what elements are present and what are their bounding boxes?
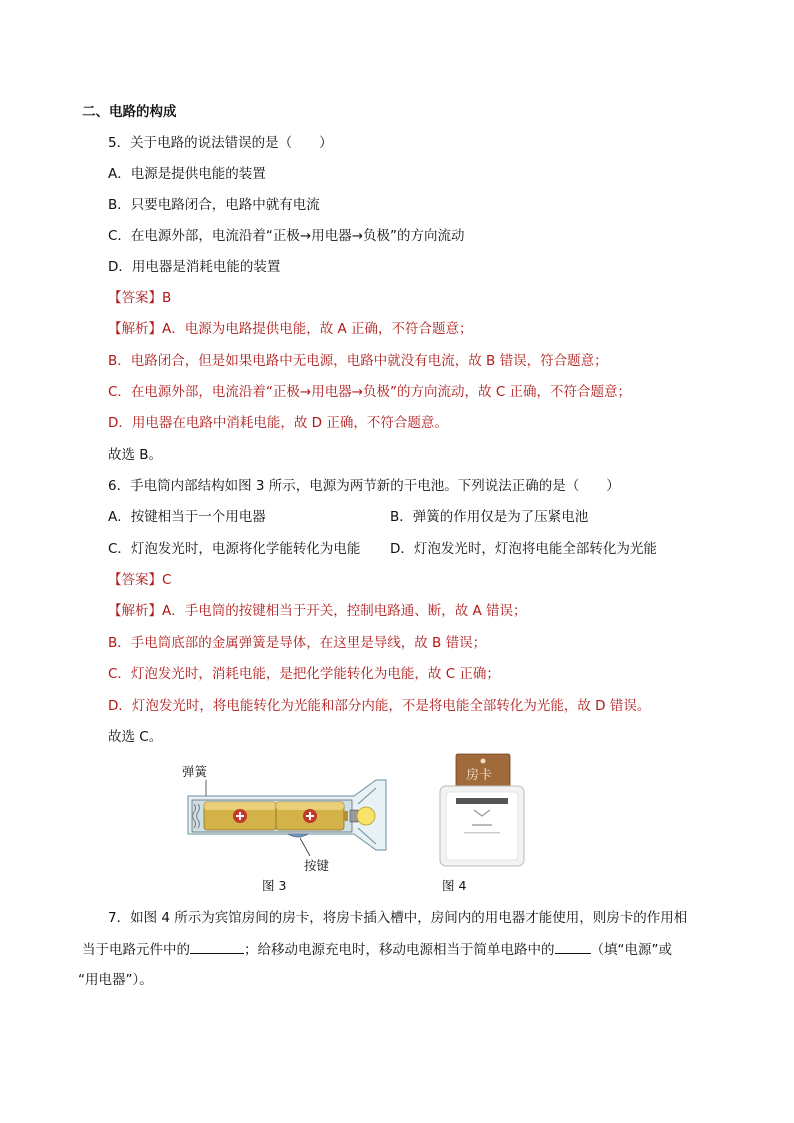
q6-option-c: C．灯泡发光时，电源将化学能转化为电能 [108, 541, 361, 557]
q6-option-a: A．按键相当于一个用电器 [108, 509, 266, 525]
q7-line-2 [82, 940, 672, 959]
q5-option-c: C．在电源外部，电流沿着“正极→用电器→负极”的方向流动 [108, 228, 465, 244]
q7-blank-1[interactable] [190, 940, 244, 954]
q6-choose: 故选 C。 [108, 729, 163, 745]
q7-line-2-c: （填“电源”或 [590, 942, 672, 958]
q5-option-d: D．用电器是消耗电能的装置 [108, 259, 281, 275]
label-button: 按键 [304, 858, 330, 873]
section-title: 二、电路的构成 [82, 104, 177, 120]
q7-line-2-a: 当于电路元件中的 [82, 942, 190, 958]
q5-option-a: A．电源是提供电能的装置 [108, 166, 266, 182]
q6-stem: 6．手电筒内部结构如图 3 所示，电源为两节新的干电池。下列说法正确的是（ ） [108, 478, 620, 494]
q5-stem: 5．关于电路的说法错误的是（ ） [108, 135, 333, 151]
q6-option-b: B．弹簧的作用仅是为了压紧电池 [390, 509, 589, 525]
q5-option-b: B．只要电路闭合，电路中就有电流 [108, 197, 320, 213]
q5-choose: 故选 B。 [108, 447, 163, 463]
figure-4-room-card [436, 750, 528, 870]
q7-line-2-b: ；给移动电源充电时，移动电源相当于简单电路中的 [244, 942, 555, 958]
figure-3-flashlight [176, 758, 396, 878]
card-text: 房卡 [466, 768, 493, 783]
q7-blank-2[interactable] [555, 940, 591, 954]
q5-analysis-label: 【解析】 [108, 321, 162, 337]
q7-line-1: 7．如图 4 所示为宾馆房间的房卡，将房卡插入槽中，房间内的用电器才能使用，则房卡的作用相 [108, 910, 688, 926]
q6-analysis-d: D．灯泡发光时，将电能转化为光能和部分内能，不是将电能全部转化为光能，故 D 错误。 [108, 698, 651, 714]
q6-analysis-b: B．手电筒底部的金属弹簧是导体，在这里是导线，故 B 错误； [108, 635, 487, 651]
label-spring: 弹簧 [182, 764, 208, 779]
q5-analysis-a [108, 320, 473, 338]
q6-analysis-first: A．手电筒的按键相当于开关，控制电路通、断，故 A 错误； [162, 603, 527, 619]
q5-analysis-c: C．在电源外部，电流沿着“正极→用电器→负极”的方向流动，故 C 正确，不符合题意； [108, 384, 632, 400]
q6-analysis-c: C．灯泡发光时，消耗电能，是把化学能转化为电能，故 C 正确； [108, 666, 500, 682]
q5-answer: 【答案】B [108, 290, 172, 306]
q7-line-3: “用电器”）。 [78, 972, 153, 988]
q5-analysis-first: A．电源为电路提供电能，故 A 正确，不符合题意； [162, 321, 473, 337]
figure-3-caption: 图 3 [262, 878, 287, 893]
q6-analysis-label: 【解析】 [108, 603, 162, 619]
q6-option-d: D．灯泡发光时，灯泡将电能全部转化为光能 [390, 541, 657, 557]
figure-4-caption: 图 4 [442, 878, 467, 893]
q5-analysis-b: B．电路闭合，但是如果电路中无电源，电路中就没有电流，故 B 错误，符合题意； [108, 353, 608, 369]
q6-analysis-a [108, 602, 527, 620]
q5-analysis-d: D．用电器在电路中消耗电能，故 D 正确，不符合题意。 [108, 415, 448, 431]
q6-answer: 【答案】C [108, 572, 172, 588]
flashlight-illustration [176, 758, 396, 878]
